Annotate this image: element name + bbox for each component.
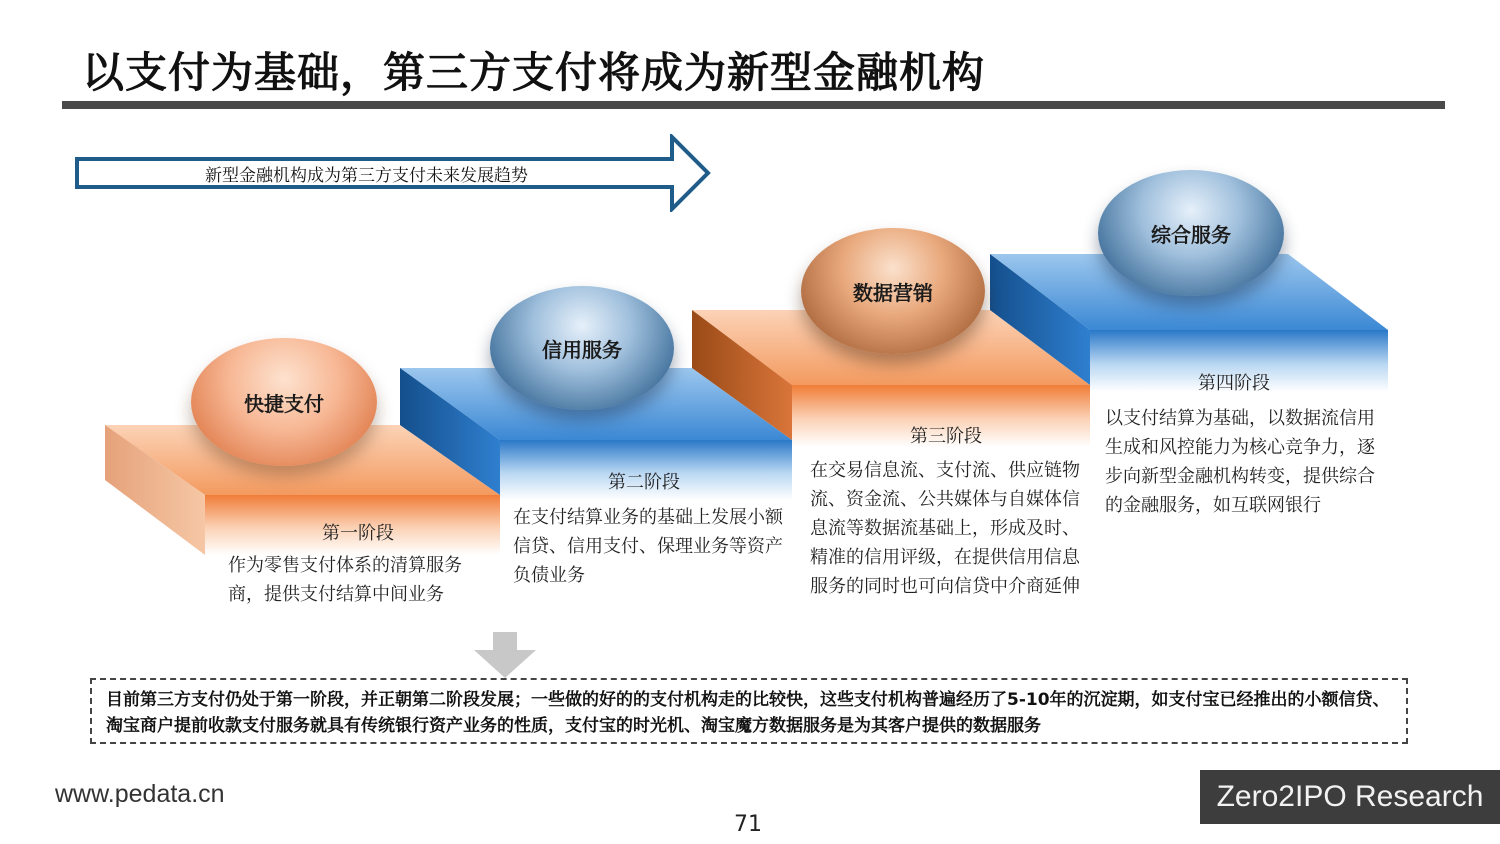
page-title: 以支付为基础，第三方支付将成为新型金融机构 [82,48,986,97]
brand-logo: Zero2IPO Research [1200,770,1500,824]
orb-credit-service [490,286,674,410]
orb-label: 综合服务 [1151,222,1231,247]
orb-label: 数据营销 [853,280,933,305]
summary-box: 目前第三方支付仍处于第一阶段，并正朝第二阶段发展；一些做的好的的支付机构走的比较快，这些支付机构普遍经历了5-10年的沉淀期，如支付宝已经推出的小额信贷、淘宝商户提前收款支付服务就具有传统银行资产业务的性质，支付宝的时光机、淘宝魔方数据服务是为其客户提供的数据服务 [90,678,1408,744]
stage-title-1: 第一阶段 [322,523,394,544]
website-url: www.pedata.cn [55,780,225,808]
stage-description-1: 作为零售支付体系的清算服务商，提供支付结算中间业务 [228,555,462,605]
stage-title-4: 第四阶段 [1198,373,1270,394]
orb-quick-payment [191,338,377,466]
orb-label: 快捷支付 [244,391,324,416]
stage-title-3: 第三阶段 [910,426,982,447]
stage-title-2: 第二阶段 [608,472,680,493]
trend-label: 新型金融机构成为第三方支付未来发展趋势 [205,166,528,186]
page-number: 71 [734,812,762,837]
down-arrow-icon [474,632,536,678]
stage-description-4: 以支付结算为基础，以数据流信用生成和风控能力为核心竞争力，逐步向新型金融机构转变，提供综合的金融服务，如互联网银行 [1105,408,1375,516]
orb-label: 信用服务 [542,337,622,362]
stage-description-2: 在支付结算业务的基础上发展小额信贷、信用支付、保理业务等资产负债业务 [513,507,783,586]
orb-data-marketing [801,228,985,354]
orb-integrated-service [1098,170,1284,296]
stage-description-3: 在交易信息流、支付流、供应链物流、资金流、公共媒体与自媒体信息流等数据流基础上，形成及时、精准的信用评级，在提供信用信息服务的同时也可向信贷中介商延伸 [810,460,1080,597]
